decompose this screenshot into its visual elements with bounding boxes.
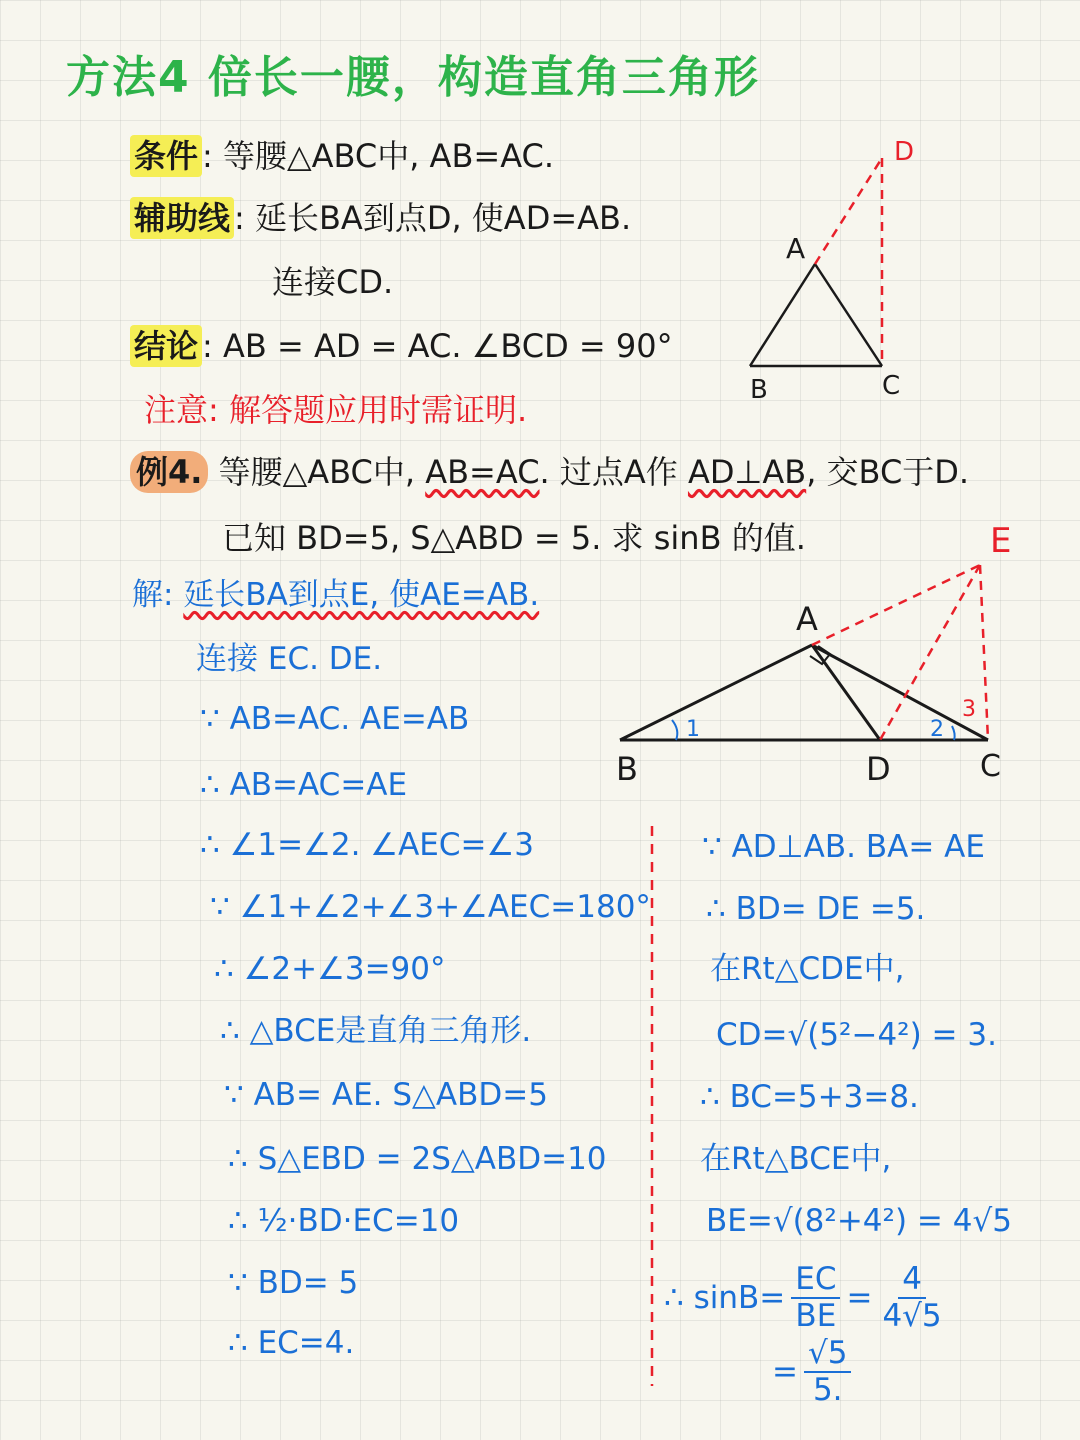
solution-connect: 连接 EC. DE.: [196, 641, 383, 677]
left-step-10: ∵ BD= 5: [228, 1265, 359, 1301]
frac1-denominator: BE: [795, 1298, 837, 1334]
frac1-numerator: EC: [791, 1264, 840, 1299]
final-line: [772, 1335, 857, 1408]
label-d-2: D: [866, 750, 891, 788]
solution-head-text: 延长BA到点E, 使AE=AB.: [183, 577, 540, 613]
right-step-2: ∴ BD= DE =5.: [706, 891, 926, 927]
solution-tag: 解:: [132, 577, 174, 613]
aux-text: : 延长BA到点D, 使AD=AB.: [234, 199, 632, 237]
label-a-2: A: [796, 600, 818, 638]
left-step-5: ∴ ∠2+∠3=90°: [214, 951, 446, 987]
sin-lead: ∴ sinB=: [664, 1279, 786, 1316]
fraction-4-4root5: [878, 1261, 945, 1334]
condition-tag: 条件: [130, 135, 202, 177]
angle-label-3: 3: [962, 697, 976, 722]
label-a-1: A: [786, 232, 806, 265]
angle-label-1: 1: [686, 717, 700, 742]
frac2-numerator: 4: [898, 1264, 926, 1299]
left-step-1: ∵ AB=AC. AE=AB: [200, 701, 470, 737]
condition-text: : 等腰△ABC中, AB=AC.: [202, 137, 555, 175]
note-line: 注意: 解答题应用时需证明.: [144, 391, 528, 429]
conclusion-text: : AB = AD = AC. ∠BCD = 90°: [202, 327, 673, 365]
sin-eq: =: [846, 1279, 873, 1316]
label-d-1: D: [894, 137, 915, 167]
conclusion-tag: 结论: [130, 325, 202, 367]
frac2-denominator: 4√5: [882, 1298, 942, 1334]
left-step-9: ∴ ½·BD·EC=10: [228, 1203, 460, 1239]
right-step-1: ∵ AD⊥AB. BA= AE: [702, 829, 985, 865]
label-e-2: E: [990, 521, 1012, 561]
right-step-6: 在Rt△BCE中,: [700, 1141, 892, 1177]
right-step-7: BE=√(8²+4²) = 4√5: [706, 1203, 1012, 1239]
label-b-1: B: [750, 375, 768, 405]
label-c-1: C: [882, 371, 901, 401]
frac3-numerator: √5: [804, 1338, 851, 1373]
right-step-5: ∴ BC=5+3=8.: [700, 1079, 919, 1115]
left-step-11: ∴ EC=4.: [228, 1325, 355, 1361]
example-text-d: AD⊥AB: [687, 453, 807, 491]
label-b-2: B: [616, 750, 638, 788]
final-eq: =: [772, 1353, 798, 1390]
left-step-6: ∴ △BCE是直角三角形.: [220, 1013, 532, 1049]
example-text-e: , 交BC于D.: [806, 453, 970, 491]
sin-line: [664, 1261, 952, 1334]
left-step-8: ∴ S△EBD = 2S△ABD=10: [228, 1141, 607, 1177]
frac3-denominator: 5.: [812, 1372, 843, 1408]
example-text-c: . 过点A作: [539, 453, 688, 491]
page-title: 方法4 倍长一腰，构造直角三角形: [66, 52, 760, 103]
example-text-b: AB=AC: [425, 453, 540, 491]
fraction-ec-be: [791, 1261, 840, 1334]
aux-text-2: 连接CD.: [272, 263, 394, 301]
right-step-4: CD=√(5²−4²) = 3.: [716, 1017, 997, 1053]
left-step-4: ∵ ∠1+∠2+∠3+∠AEC=180°: [210, 889, 651, 925]
left-step-2: ∴ AB=AC=AE: [200, 767, 408, 803]
label-c-2: C: [980, 749, 1001, 784]
left-step-3: ∴ ∠1=∠2. ∠AEC=∠3: [200, 827, 535, 863]
left-step-7: ∵ AB= AE. S△ABD=5: [224, 1077, 548, 1113]
example-line-2: 已知 BD=5, S△ABD = 5. 求 sinB 的值.: [222, 519, 806, 557]
fraction-root5-5: [804, 1335, 851, 1408]
aux-tag: 辅助线: [130, 197, 234, 239]
right-step-3: 在Rt△CDE中,: [710, 951, 905, 987]
angle-label-2: 2: [930, 717, 944, 742]
example-text-a: 等腰△ABC中,: [208, 453, 426, 491]
example-tag: 例4.: [130, 451, 208, 493]
